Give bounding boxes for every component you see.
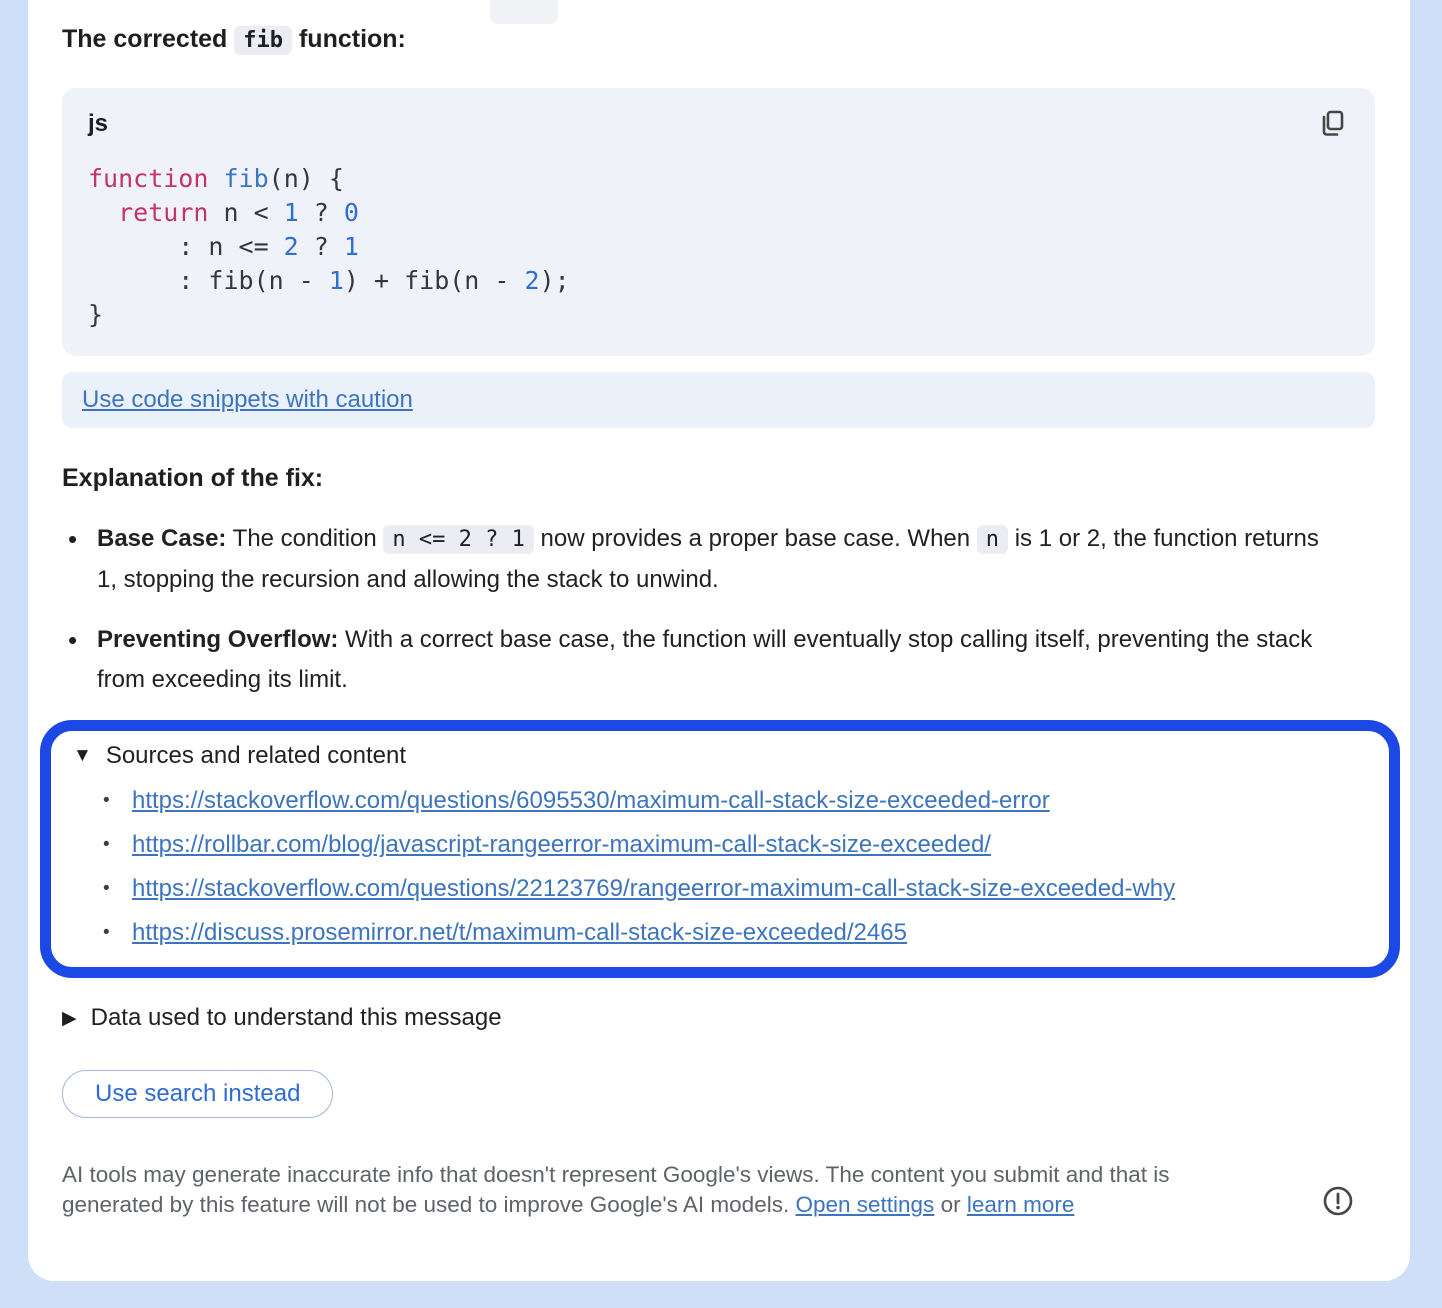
use-code-snippets-caution-link[interactable]: Use code snippets with caution [82,386,413,413]
code-line [88,162,1349,196]
explanation-item-base-case [62,519,1342,600]
code-block-header [88,108,1349,140]
bold-text: Preventing Overflow: [97,626,339,653]
sources-toggle[interactable] [73,739,1369,773]
code-token: ) + fib(n - [343,266,525,295]
explanation-list [62,519,1375,700]
code-token: 1 [328,266,344,295]
code-token: ? [298,232,344,261]
source-link[interactable]: https://stackoverflow.com/questions/22123769/rangeerror-maximum-call-stack-size-exceeded-why [132,875,1176,902]
disclaimer-footer [62,1160,1375,1220]
sources-highlight-box [40,720,1400,978]
ai-response-card [28,0,1410,1281]
copy-code-button[interactable] [1317,108,1349,140]
code-content [88,162,1349,332]
explanation-item-text: Preventing Overflow: With a correct base case, the function will eventually stop calling itself, preventing the stack from exceeding its limit. [97,626,1313,693]
disclaimer-text: AI tools may generate inaccurate info that doesn't represent Google's views. The content you submit and that is generated by this feature will not be used to improve Google's AI models. Open settings or learn more [62,1162,1170,1217]
use-search-instead-button[interactable]: Use search instead [62,1070,333,1118]
source-link[interactable]: https://rollbar.com/blog/javascript-rangeerror-maximum-call-stack-size-exceeded/ [132,831,991,858]
code-token [208,164,223,193]
code-token: : fib(n - [88,266,329,295]
triangle-right-icon: ▶ [62,1007,77,1029]
info-icon[interactable] [1321,1184,1355,1220]
sources-list [73,779,1369,955]
triangle-down-icon: ▼ [73,745,92,766]
code-token: 2 [524,266,540,295]
source-link-item [132,779,1369,823]
explanation-heading: Explanation of the fix: [62,464,324,492]
intro-heading: The corrected fib function: [62,25,406,53]
code-line [88,196,1349,230]
code-token: 0 [343,198,359,227]
data-used-toggle[interactable] [62,1004,1375,1032]
code-token: 1 [343,232,359,261]
code-token: n < [208,198,284,227]
source-link-item [132,867,1369,911]
inline-code-chip: n <= 2 ? 1 [383,525,533,554]
inline-link[interactable]: learn more [966,1192,1075,1217]
source-link-item [132,911,1369,955]
bold-text: Base Case: [97,525,227,552]
source-link[interactable]: https://stackoverflow.com/questions/6095530/maximum-call-stack-size-exceeded-error [132,787,1050,814]
code-token [88,198,118,227]
code-block [62,88,1375,356]
code-line [88,298,1349,332]
code-token: fib [223,164,269,193]
code-line [88,230,1349,264]
inline-link[interactable]: Open settings [795,1192,935,1217]
cropped-code-chip [490,0,558,24]
code-token: ? [298,198,344,227]
code-token: return [118,198,209,227]
code-token: (n) { [268,164,344,193]
source-link-item [132,823,1369,867]
code-line [88,264,1349,298]
source-link[interactable]: https://discuss.prosemirror.net/t/maximum-call-stack-size-exceeded/2465 [132,919,907,946]
inline-code-chip: n [977,525,1008,554]
code-caution-bar [62,372,1375,428]
code-token: : n <= [88,232,284,261]
explanation-item-preventing-overflow [62,620,1342,700]
code-token: } [88,300,104,329]
code-token: 2 [283,232,299,261]
code-language-label: js [88,110,109,137]
copy-icon [1317,108,1349,140]
sources-title: Sources and related content [105,742,407,769]
code-token: 1 [283,198,299,227]
explanation-item-text: Base Case: The condition n <= 2 ? 1 now provides a proper base case. When n is 1 or 2, the function returns 1, stopping the recursion and allowing the stack to unwind. [97,525,1319,593]
inline-code-chip: fib [234,26,292,55]
code-token: ); [539,266,570,295]
data-used-label: Data used to understand this message [90,1004,502,1031]
code-token: function [88,164,209,193]
